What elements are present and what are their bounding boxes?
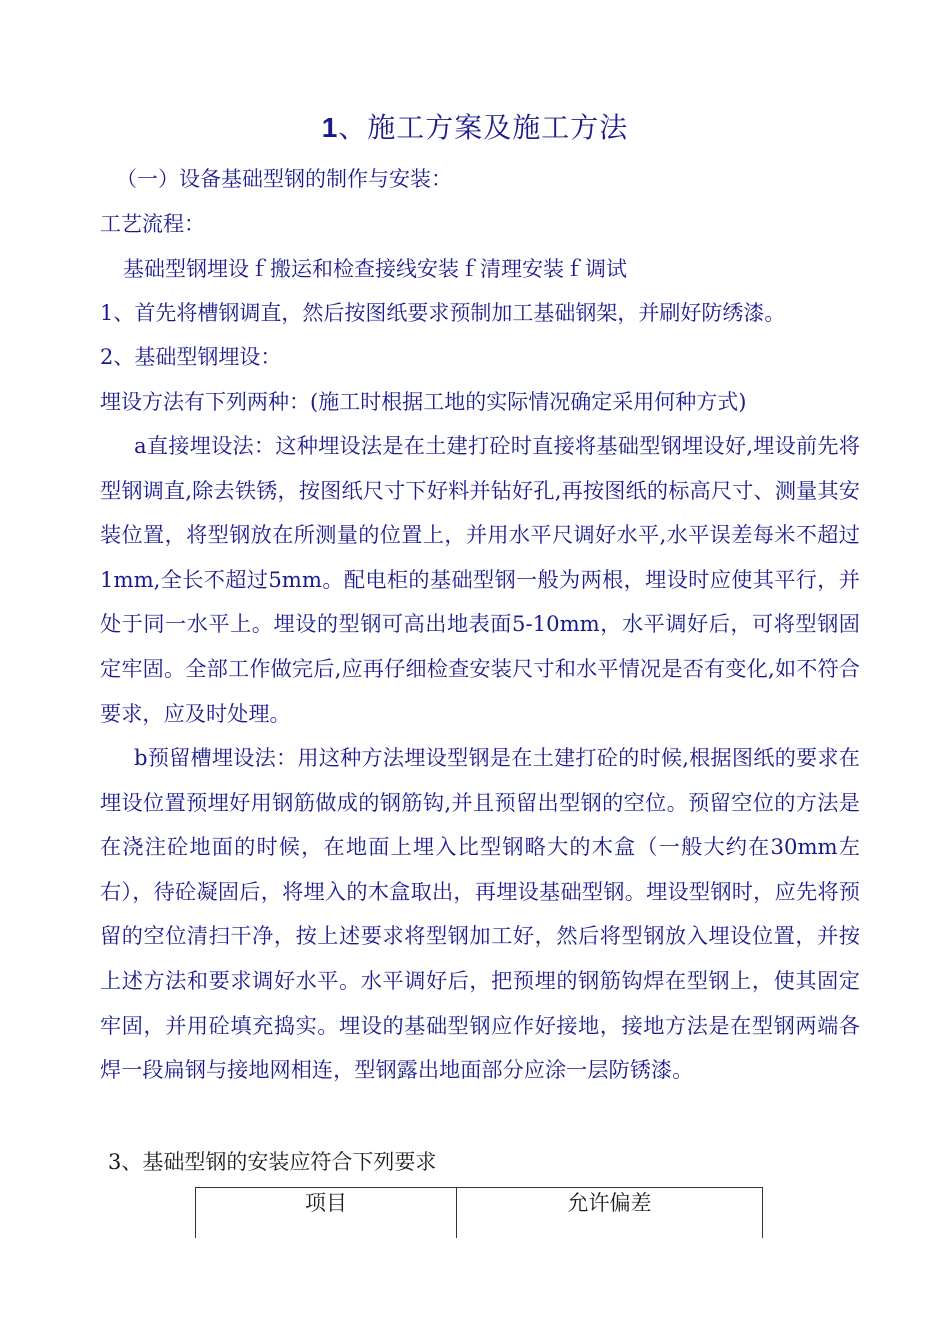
section-heading: （一）设备基础型钢的制作与安装：: [116, 167, 452, 191]
title-number: 1: [321, 112, 339, 143]
methods-intro: 埋设方法有下列两种：(施工时根据工地的实际情况确定采用何种方式): [100, 390, 747, 414]
step-2: 2、基础型钢埋设：: [100, 345, 282, 369]
table-header-row: [196, 1188, 763, 1239]
step-1: 1、首先将槽钢调直，然后按图纸要求预制加工基础钢架，并刷好防绣漆。: [100, 301, 786, 325]
tolerance-table: [195, 1187, 763, 1238]
process-flow: 基础型钢埋设ｆ搬运和检查接线安装ｆ清理安装ｆ调试: [123, 257, 627, 281]
method-a-paragraph: [100, 424, 860, 736]
step-3: 3、基础型钢的安装应符合下列要求: [108, 1150, 437, 1174]
method-b-text: b预留槽埋设法：用这种方法埋设型钢是在土建打砼的时候,根据图纸的要求在埋设位置预埋好用钢筋做成的钢筋钩,并且预留出型钢的空位。预留空位的方法是在浇注砼地面的时候，在地面上埋入比型钢略大的木盒（一般大约在30mm左右），待砼凝固后，将埋入的木盒取出，再埋设基础型钢。埋设型钢时，应先将预留的空位清扫干净，按上述要求将型钢加工好，然后将型钢放入埋设位置，并按上述方法和要求调好水平。水平调好后，把预埋的钢筋钩焊在型钢上，使其固定牢固，并用砼填充捣实。埋设的基础型钢应作好接地，接地方法是在型钢两端各焊一段扁钢与接地网相连，型钢露出地面部分应涂一层防锈漆。: [100, 745, 860, 1083]
document-title: [0, 108, 950, 148]
method-b-paragraph: [100, 736, 860, 1093]
table-header-tolerance: 允许偏差: [457, 1188, 763, 1239]
process-label: 工艺流程：: [100, 212, 205, 236]
table-header-item: 项目: [196, 1188, 457, 1239]
title-text: 、施工方案及施工方法: [338, 111, 629, 144]
method-a-text: a直接埋设法：这种埋设法是在土建打砼时直接将基础型钢埋设好,埋设前先将型钢调直,除去铁锈，按图纸尺寸下好料并钻好孔,再按图纸的标高尺寸、测量其安装位置，将型钢放在所测量的位置上，并用水平尺调好水平,水平误差每米不超过1mm,全长不超过5mm。配电柜的基础型钢一般为两根，埋设时应使其平行，并处于同一水平上。埋设的型钢可高出地表面5-10mm，水平调好后，可将型钢固定牢固。全部工作做完后,应再仔细检查安装尺寸和水平情况是否有变化,如不符合要求，应及时处理。: [100, 433, 860, 726]
